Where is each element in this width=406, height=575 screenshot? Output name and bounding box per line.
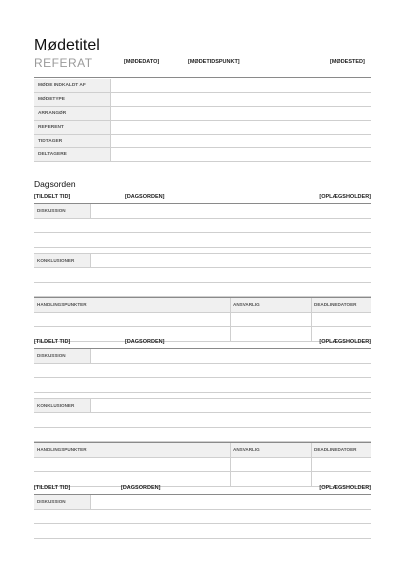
- document-subtitle: REFERAT: [34, 56, 93, 70]
- discussion-label: DISKUSSION: [34, 349, 91, 363]
- info-value[interactable]: [111, 120, 372, 134]
- discussion-line[interactable]: [34, 378, 371, 393]
- info-label: MØDETYPE: [34, 92, 111, 106]
- presenter[interactable]: [OPLÆGSHOLDER]: [319, 194, 371, 200]
- agenda-topic[interactable]: [DAGSORDEN]: [121, 485, 161, 491]
- info-row: [34, 134, 371, 148]
- info-label: ARRANGØR: [34, 106, 111, 120]
- conclusions-label: KONKLUSIONER: [34, 254, 91, 268]
- info-row: [34, 92, 371, 106]
- agenda-item-block: [34, 494, 371, 539]
- conclusions-line[interactable]: [34, 428, 371, 443]
- allotted-time[interactable]: [TILDELT TID]: [34, 194, 71, 200]
- agenda-item-block: [34, 348, 371, 487]
- info-value[interactable]: [111, 134, 372, 148]
- conclusions-line[interactable]: [34, 283, 371, 298]
- action-item-row[interactable]: [34, 458, 371, 473]
- info-row: [34, 79, 371, 92]
- conclusions-row[interactable]: [34, 398, 371, 414]
- action-items-header: [34, 297, 371, 313]
- discussion-row[interactable]: [34, 349, 371, 364]
- discussion-line[interactable]: [34, 364, 371, 379]
- presenter[interactable]: [OPLÆGSHOLDER]: [319, 339, 371, 345]
- allotted-time[interactable]: [TILDELT TID]: [34, 339, 71, 345]
- info-row: [34, 148, 371, 162]
- conclusions-row[interactable]: [34, 253, 371, 269]
- info-label: DELTAGERE: [34, 148, 111, 162]
- conclusions-line[interactable]: [34, 268, 371, 283]
- action-item-row[interactable]: [34, 313, 371, 328]
- discussion-line[interactable]: [34, 219, 371, 234]
- presenter[interactable]: [OPLÆGSHOLDER]: [319, 485, 371, 491]
- discussion-label: DISKUSSION: [34, 495, 91, 509]
- deadline-label: DEADLINEDATOER: [314, 302, 357, 307]
- agenda-item-block: [34, 203, 371, 342]
- discussion-line[interactable]: [34, 233, 371, 248]
- discussion-line[interactable]: [34, 510, 371, 525]
- meeting-title[interactable]: Mødetitel: [34, 37, 100, 54]
- action-items-label: HANDLINGSPUNKTER: [37, 447, 87, 452]
- meeting-time[interactable]: [MØDETIDSPUNKT]: [188, 59, 240, 65]
- meeting-place[interactable]: [MØDESTED]: [330, 59, 365, 65]
- info-value[interactable]: [111, 79, 372, 92]
- discussion-row[interactable]: [34, 204, 371, 219]
- action-items-header: [34, 442, 371, 458]
- deadline-label: DEADLINEDATOER: [314, 447, 357, 452]
- discussion-label: DISKUSSION: [34, 204, 91, 218]
- action-items-label: HANDLINGSPUNKTER: [37, 302, 87, 307]
- agenda-topic[interactable]: [DAGSORDEN]: [125, 194, 165, 200]
- meeting-date[interactable]: [MØDEDATO]: [124, 59, 160, 65]
- info-row: [34, 106, 371, 120]
- conclusions-line[interactable]: [34, 413, 371, 428]
- discussion-line[interactable]: [34, 524, 371, 539]
- meeting-info-table: [34, 79, 371, 162]
- responsible-label: ANSVARLIG: [233, 447, 260, 452]
- info-label: REFERENT: [34, 120, 111, 134]
- info-label: MØDE INDKALDT AF: [34, 79, 111, 92]
- header-divider: [34, 77, 371, 78]
- info-value[interactable]: [111, 148, 372, 162]
- conclusions-label: KONKLUSIONER: [34, 399, 91, 413]
- agenda-heading: Dagsorden: [34, 179, 76, 189]
- info-value[interactable]: [111, 106, 372, 120]
- discussion-row[interactable]: [34, 495, 371, 510]
- info-row: [34, 120, 371, 134]
- info-value[interactable]: [111, 92, 372, 106]
- agenda-topic[interactable]: [DAGSORDEN]: [125, 339, 165, 345]
- allotted-time[interactable]: [TILDELT TID]: [34, 485, 71, 491]
- info-label: TIDTAGER: [34, 134, 111, 148]
- responsible-label: ANSVARLIG: [233, 302, 260, 307]
